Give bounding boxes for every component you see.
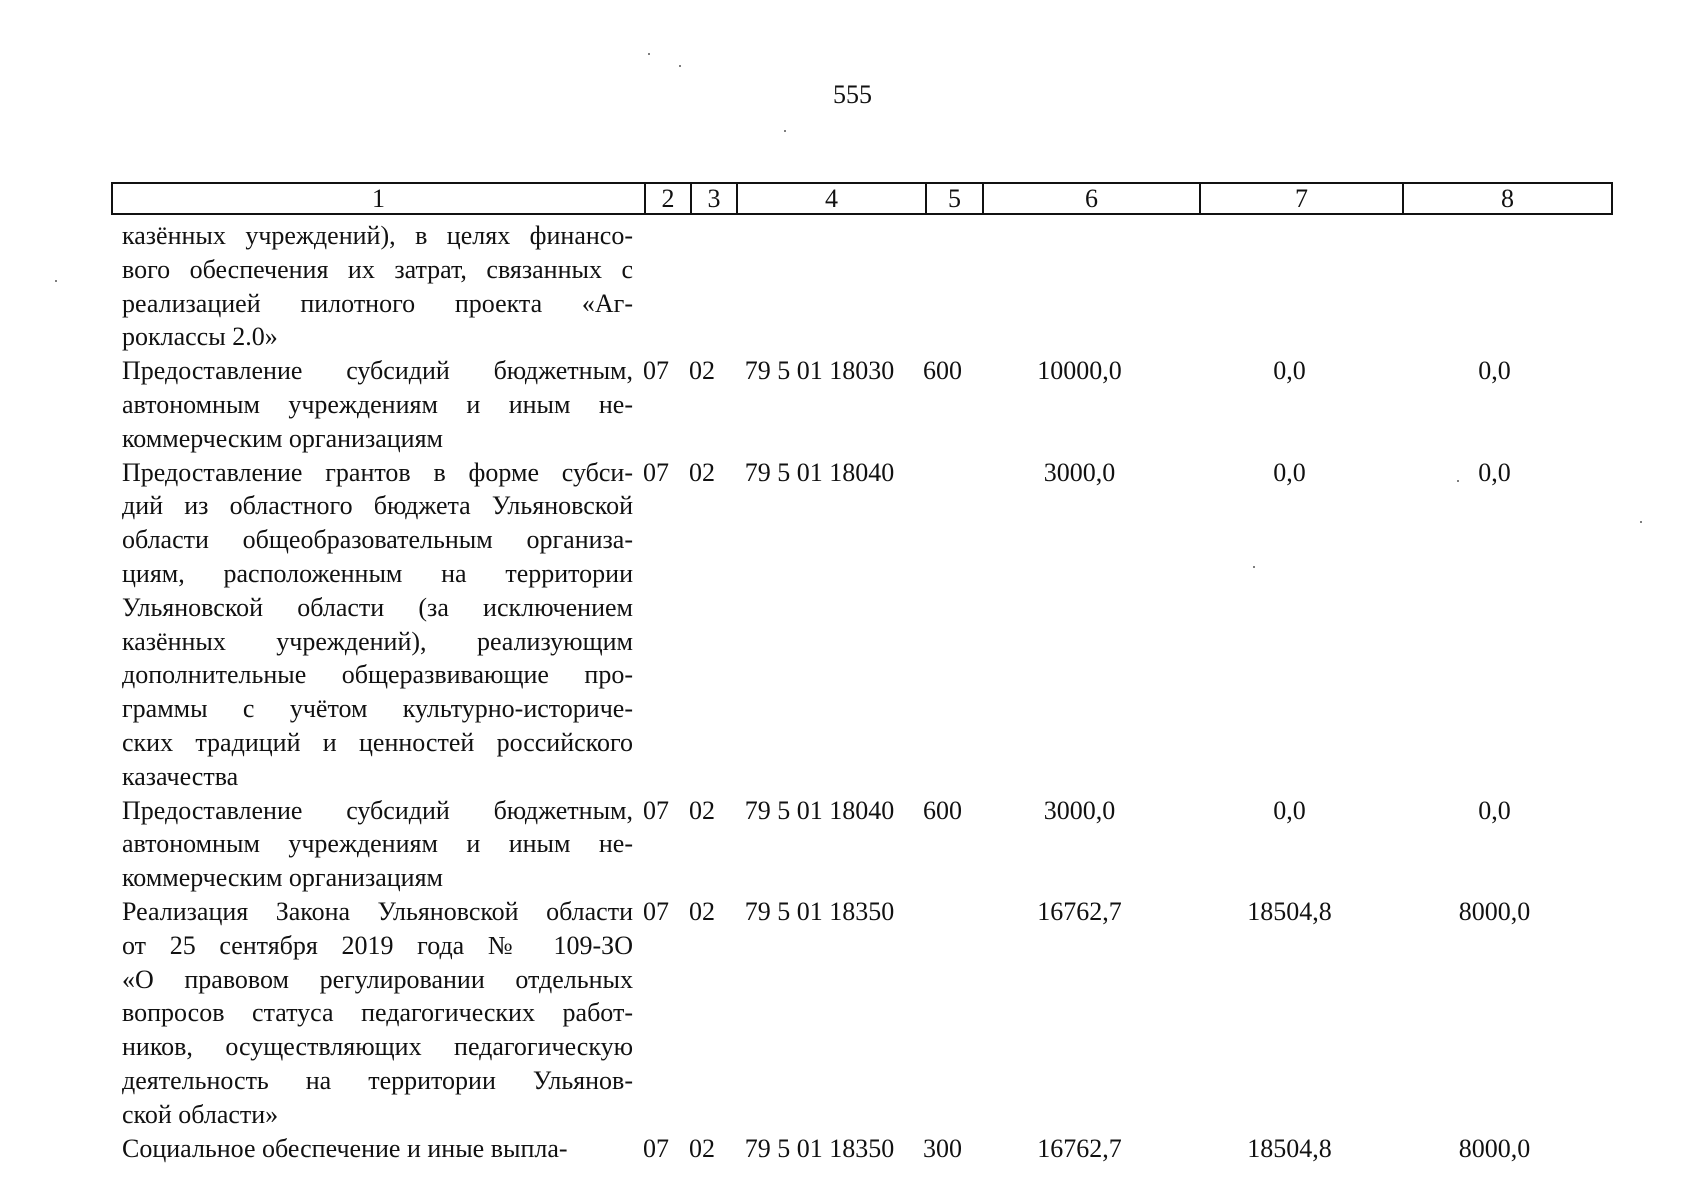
row-cell-c4: 79 5 01 18350 <box>744 1133 895 1163</box>
row-cell-c6: 10000,0 <box>1037 356 1122 386</box>
description-line: казённых учреждений), реализующим <box>122 626 633 656</box>
row-description <box>111 1132 633 1166</box>
row-cell-c2: 07 <box>643 896 669 926</box>
description-line: ников, осуществляющих педагогическую <box>122 1032 633 1062</box>
row-cell-c4: 79 5 01 18040 <box>744 457 895 487</box>
description-line: Предоставление субсидий бюджетным, <box>122 795 633 825</box>
description-line: казачества <box>122 761 239 791</box>
scan-speck <box>1640 521 1642 523</box>
table-row <box>111 219 1598 354</box>
description-line: Ульяновской области (за исключением <box>122 592 633 622</box>
description-line: граммы с учётом культурно-историче- <box>122 694 633 724</box>
scan-speck <box>55 280 57 282</box>
row-cell-c6: 3000,0 <box>1043 795 1116 825</box>
header-cell-1: 1 <box>113 184 646 213</box>
description-line: деятельность на территории Ульянов- <box>122 1065 633 1095</box>
row-cell-c2: 07 <box>643 457 669 487</box>
row-cell-c7: 18504,8 <box>1247 896 1332 926</box>
description-line: дий из областного бюджета Ульяновской <box>122 491 633 521</box>
row-cell-c6: 16762,7 <box>1037 896 1122 926</box>
row-cell-c4: 79 5 01 18030 <box>744 356 895 386</box>
header-cell-7: 7 <box>1201 184 1404 213</box>
description-line: Социальное обеспечение и иные выпла- <box>122 1133 568 1163</box>
description-line: вого обеспечения их затрат, связанных с <box>122 254 633 284</box>
table-row <box>111 456 1598 794</box>
table-row <box>111 895 1598 1132</box>
row-cell-c3: 02 <box>689 896 715 926</box>
row-cell-c3: 02 <box>689 1133 715 1163</box>
row-description <box>111 895 633 1132</box>
description-line: реализацией пилотного проекта «Аг- <box>122 288 633 318</box>
description-line: области общеобразовательным организа- <box>122 525 633 555</box>
row-cell-c6: 3000,0 <box>1043 457 1116 487</box>
row-cell-c8: 0,0 <box>1478 457 1511 487</box>
description-line: коммерческим организациям <box>122 423 444 453</box>
table-row <box>111 354 1598 455</box>
row-cell-c4: 79 5 01 18040 <box>744 795 895 825</box>
row-cell-c5: 600 <box>923 356 962 386</box>
row-description <box>111 794 633 895</box>
header-cell-2: 2 <box>646 184 692 213</box>
description-line: казённых учреждений), в целях финансо- <box>122 221 633 250</box>
scan-speck <box>648 53 650 55</box>
row-description <box>111 456 633 794</box>
row-cell-c8: 0,0 <box>1478 795 1511 825</box>
description-line: вопросов статуса педагогических работ- <box>122 998 633 1028</box>
description-line: Предоставление субсидий бюджетным, <box>122 356 633 386</box>
scan-speck <box>784 130 786 132</box>
description-line: ской области» <box>122 1099 279 1129</box>
row-cell-c7: 0,0 <box>1273 457 1306 487</box>
row-cell-c2: 07 <box>643 1133 669 1163</box>
header-cell-8: 8 <box>1501 184 1514 213</box>
row-cell-c7: 0,0 <box>1273 356 1306 386</box>
row-cell-c8: 8000,0 <box>1458 896 1531 926</box>
row-cell-c7: 18504,8 <box>1247 1133 1332 1163</box>
row-cell-c5: 300 <box>923 1133 962 1163</box>
table-row <box>111 794 1598 895</box>
table-header <box>111 182 1613 215</box>
row-cell-c7: 0,0 <box>1273 795 1306 825</box>
description-line: роклассы 2.0» <box>122 322 278 352</box>
scan-speck <box>1457 480 1459 482</box>
page-number: 555 <box>833 80 872 109</box>
header-cell-3: 3 <box>692 184 738 213</box>
row-cell-c6: 16762,7 <box>1037 1133 1122 1163</box>
description-line: ских традиций и ценностей российского <box>122 727 633 757</box>
row-cell-c4: 79 5 01 18350 <box>744 896 895 926</box>
row-cell-c5: 600 <box>923 795 962 825</box>
description-line: Реализация Закона Ульяновской области <box>122 896 633 926</box>
row-description <box>111 219 633 354</box>
description-line: циям, расположенным на территории <box>122 558 633 588</box>
row-cell-c3: 02 <box>689 356 715 386</box>
description-line: коммерческим организациям <box>122 863 444 893</box>
scan-speck <box>679 65 681 67</box>
description-line: автономным учреждениям и иным не- <box>122 829 633 859</box>
row-cell-c8: 8000,0 <box>1458 1133 1531 1163</box>
description-line: от 25 сентября 2019 года № 109-ЗО <box>122 930 633 960</box>
header-cell-4: 4 <box>738 184 927 213</box>
row-cell-c2: 07 <box>643 356 669 386</box>
description-line: автономным учреждениям и иным не- <box>122 389 633 419</box>
header-cell-6: 6 <box>984 184 1201 213</box>
row-cell-c2: 07 <box>643 795 669 825</box>
row-cell-c8: 0,0 <box>1478 356 1511 386</box>
table-row <box>111 1132 1598 1166</box>
row-cell-c3: 02 <box>689 795 715 825</box>
description-line: «О правовом регулировании отдельных <box>122 964 633 994</box>
header-cell-5: 5 <box>927 184 984 213</box>
scan-speck <box>1253 566 1255 568</box>
description-line: Предоставление грантов в форме субси- <box>122 457 633 487</box>
row-cell-c3: 02 <box>689 457 715 487</box>
description-line: дополнительные общеразвивающие про- <box>122 660 633 690</box>
row-description <box>111 354 633 455</box>
table-body <box>111 219 1598 1165</box>
